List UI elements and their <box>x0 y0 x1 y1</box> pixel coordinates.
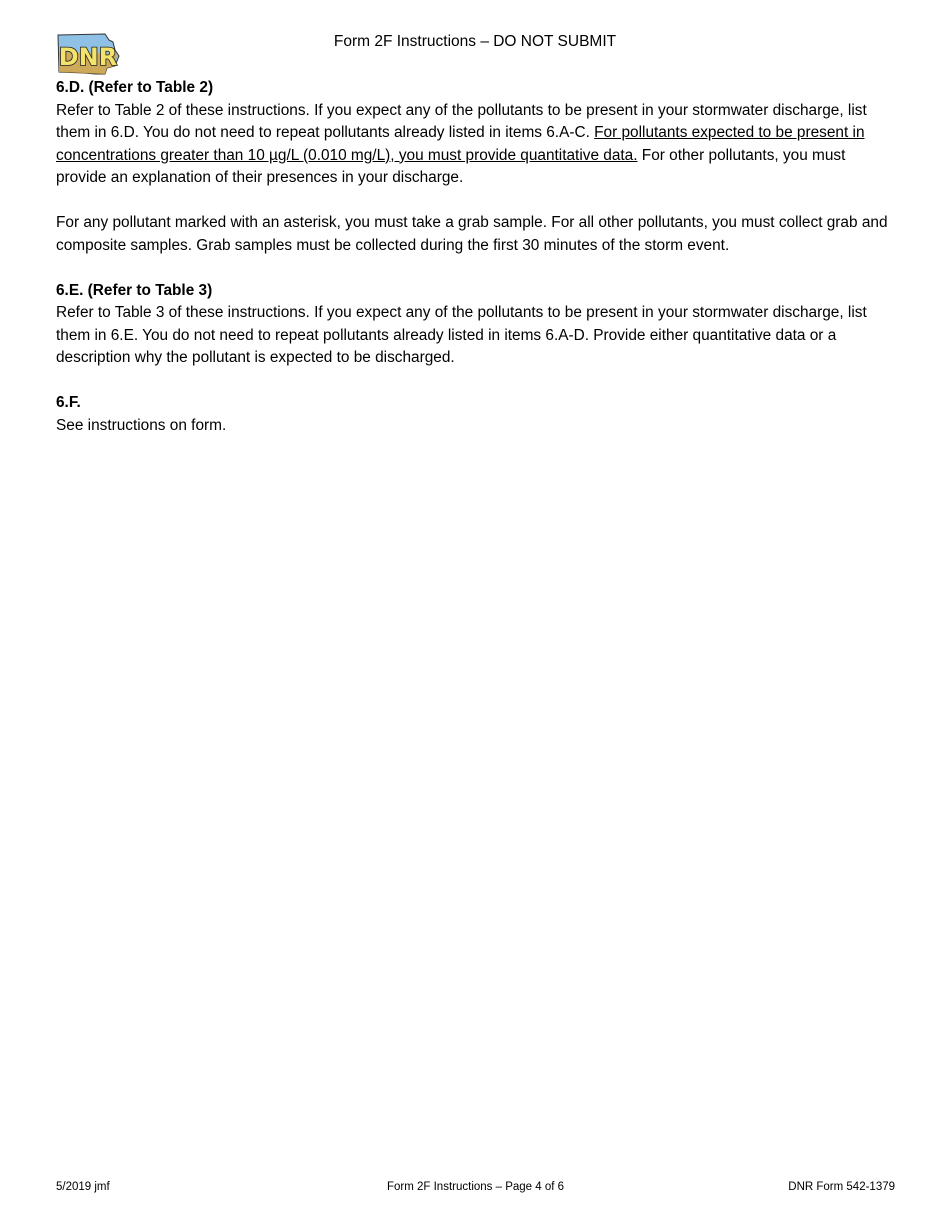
section-6d-heading: 6.D. (Refer to Table 2) <box>56 79 214 96</box>
section-6f <box>56 392 896 437</box>
footer-date: 5/2019 jmf <box>56 1181 110 1193</box>
footer-page-number: Form 2F Instructions – Page 4 of 6 <box>386 1181 565 1193</box>
section-6f-paragraph-1: See instructions on form. <box>56 416 227 434</box>
section-6d-text-a: Refer to Table 2 of these instructions. If you expect any of the pollutants to be present in your stormwater discharge, list them in 6.D. You do not need to repeat pollutants already listed in items 6.A-C. <box>56 101 867 141</box>
section-6d <box>56 77 896 257</box>
logo-lettering: DNR <box>58 43 118 71</box>
document-body <box>56 77 896 460</box>
page-footer <box>56 1181 895 1197</box>
section-6e <box>56 280 896 370</box>
section-6e-heading: 6.E. (Refer to Table 3) <box>56 281 213 299</box>
section-6d-underlined-requirement: For pollutants expected to be present in concentrations greater than 10 µg/L (0.010 mg/L), you must provide quantitative data. <box>56 124 865 164</box>
section-6d-paragraph-2: For any pollutant marked with an asterisk, you must take a grab sample. For all other pollutants, you must collect grab and composite samples. Grab samples must be collected during the first 30 minutes of the storm event. <box>56 214 888 254</box>
section-6f-heading: 6.F. <box>56 394 81 411</box>
section-6d-paragraph-1 <box>56 100 896 190</box>
section-6e-paragraph-1: Refer to Table 3 of these instructions. If you expect any of the pollutants to be present in your stormwater discharge, list them in 6.E. You do not need to repeat pollutants already listed in items 6.A-D. Provide either quantitative data or a description why the pollutant is expected to be discharged. <box>56 304 867 366</box>
section-6d-text-b: For other pollutants, you must provide an explanation of their presences in your discharge. <box>56 146 846 186</box>
footer-form-number: DNR Form 542-1379 <box>788 1181 895 1193</box>
page-header-title: Form 2F Instructions – DO NOT SUBMIT <box>333 33 617 50</box>
